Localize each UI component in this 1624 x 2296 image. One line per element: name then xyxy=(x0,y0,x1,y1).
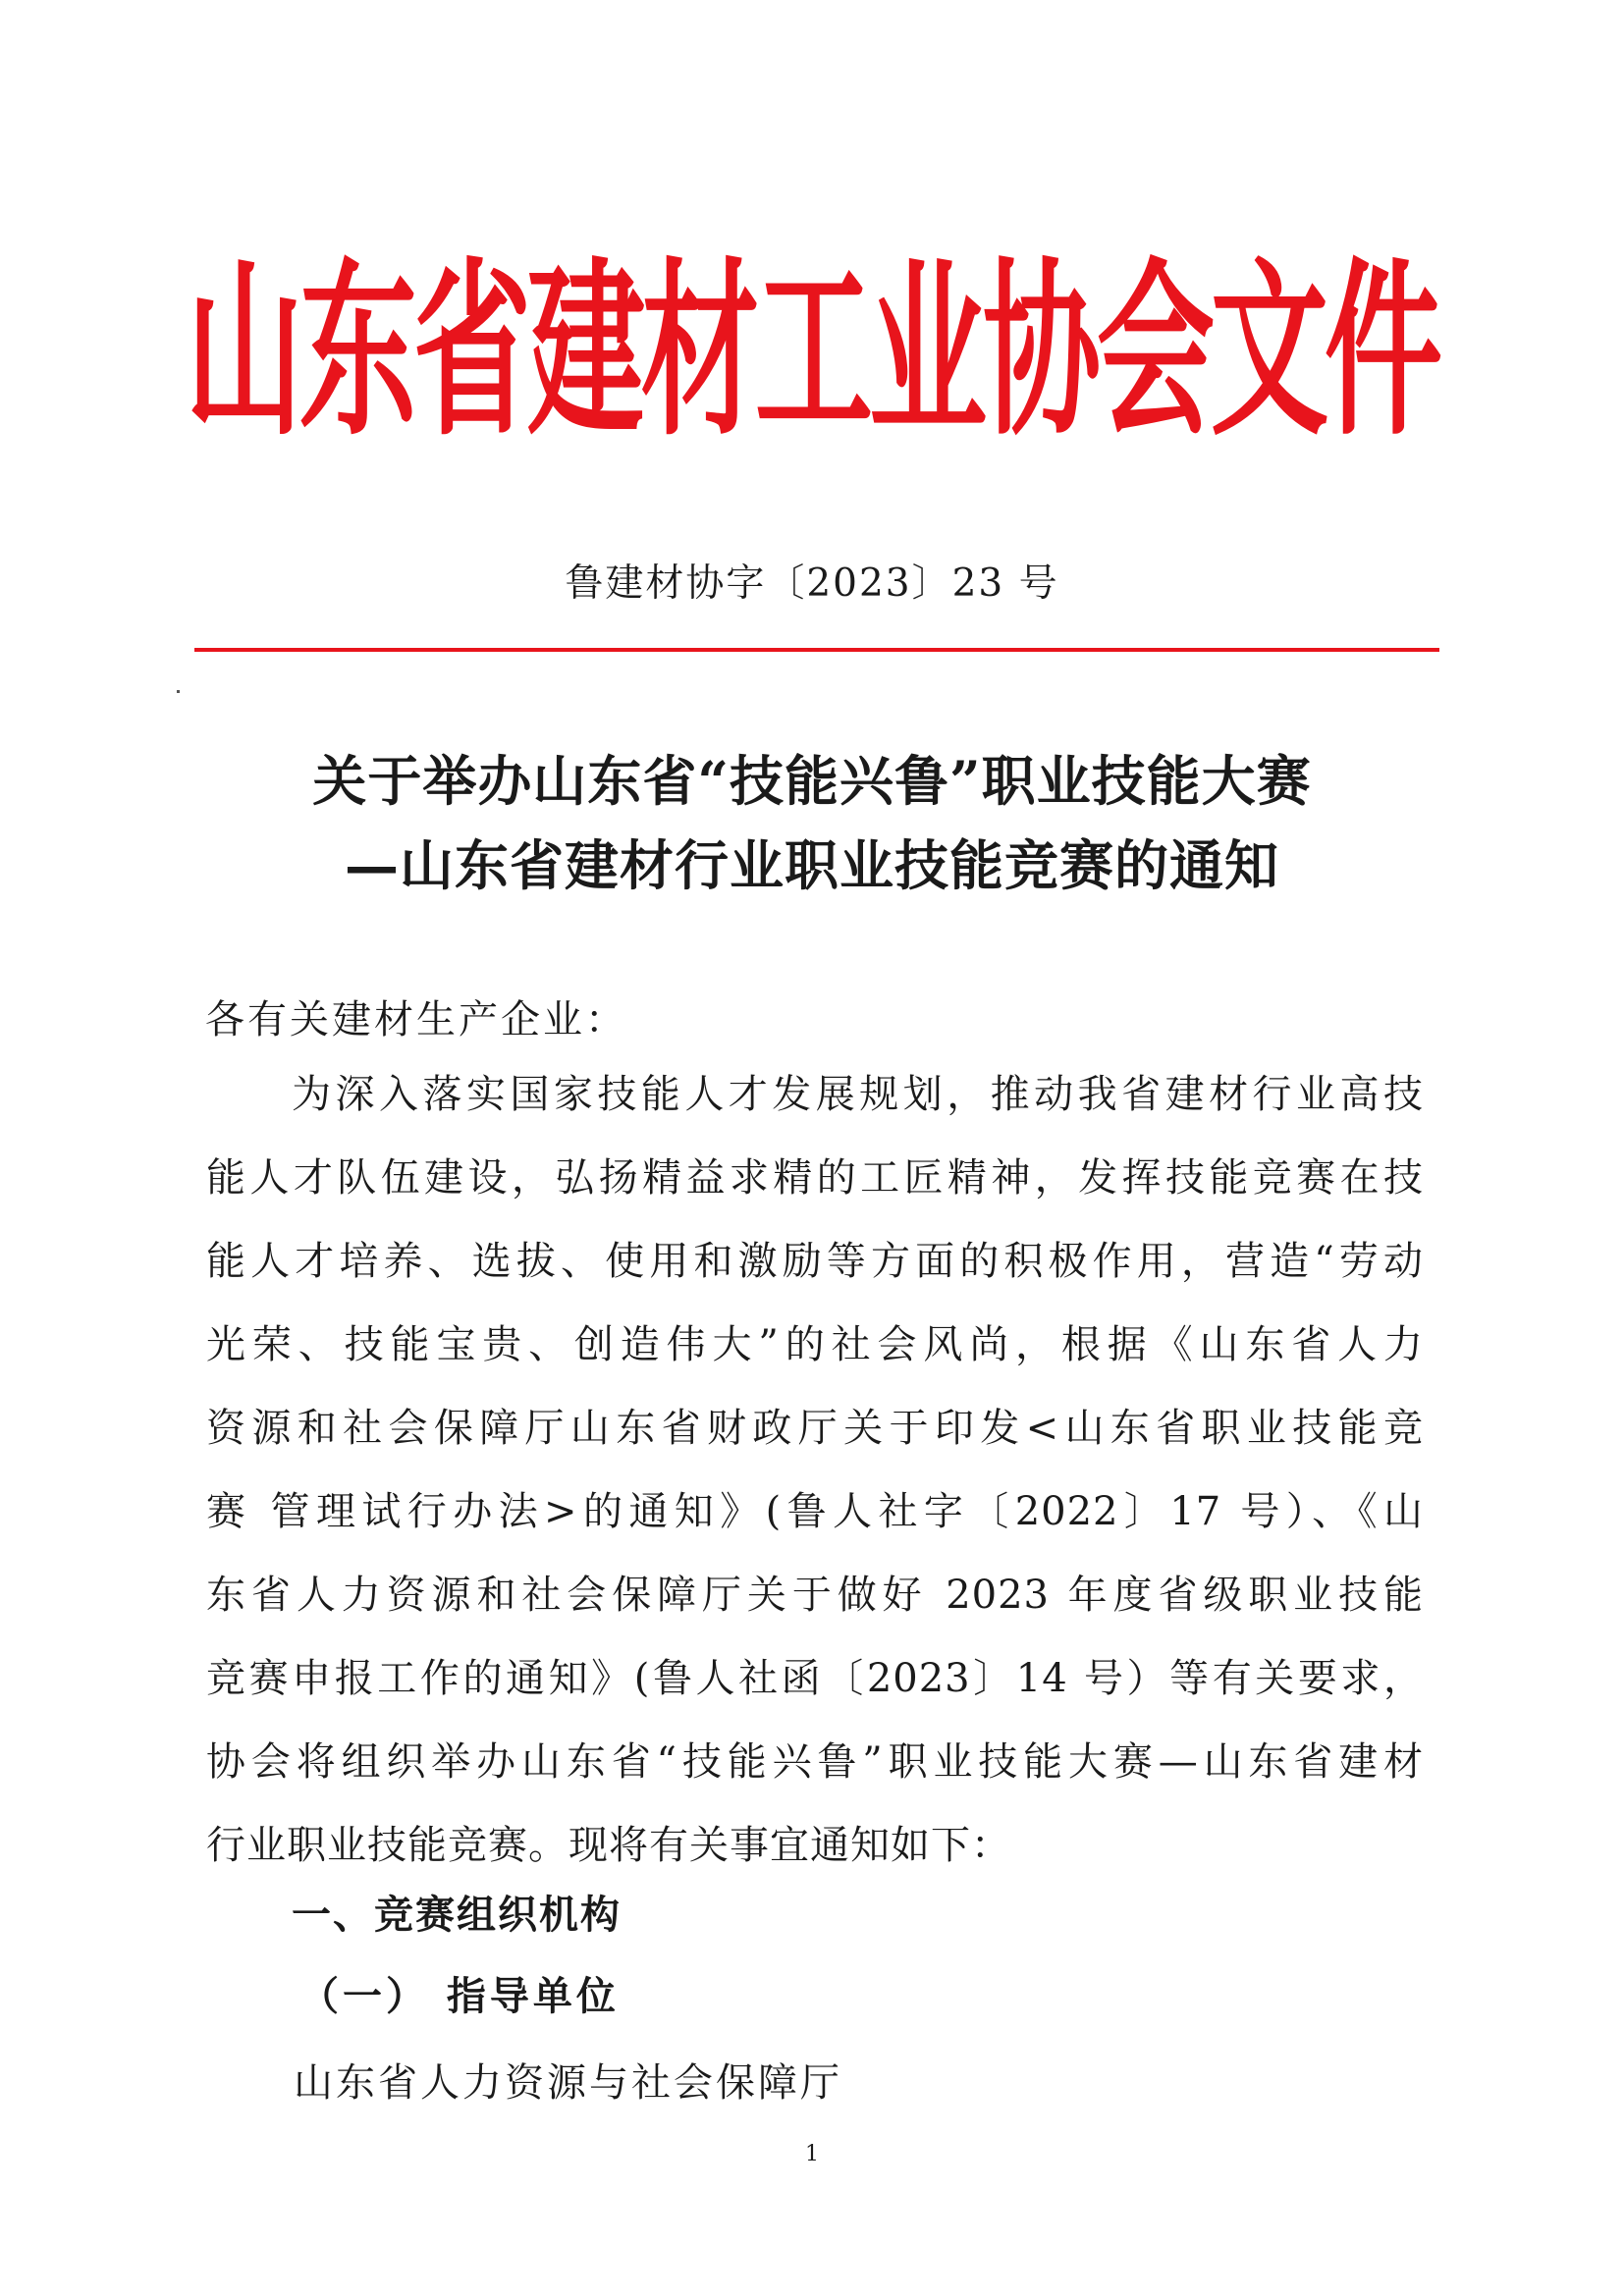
guiding-unit: 山东省人力资源与社会保障厅 xyxy=(294,2060,842,2106)
notice-title-line-2: —山东省建材行业职业技能竞赛的通知 xyxy=(344,833,1279,897)
section-heading: 一、竞赛组织机构 xyxy=(292,1893,622,1938)
masthead-title: 山东省建材工业协会文件 xyxy=(186,243,1438,462)
salutation: 各有关建材生产企业： xyxy=(205,997,627,1042)
red-divider xyxy=(194,648,1439,652)
body-line: 能人才队伍建设，弘扬精益求精的工匠精神，发挥技能竞赛在技 xyxy=(206,1155,1424,1201)
page-number: 1 xyxy=(805,2142,819,2166)
body-line: 为深入落实国家技能人才发展规划，推动我省建材行业高技 xyxy=(292,1072,1424,1117)
subsection-heading: （一） 指导单位 xyxy=(299,1974,620,2019)
body-line: 能人才培养、选拔、使用和激励等方面的积极作用，营造“劳动 xyxy=(206,1239,1424,1284)
body-line: 赛 管理试行办法>的通知》(鲁人社字〔2022〕17 号）、《山 xyxy=(206,1489,1424,1534)
body-line: 东省人力资源和社会保障厅关于做好 2023 年度省级职业技能 xyxy=(206,1573,1424,1618)
body-line: 资源和社会保障厅山东省财政厅关于印发<山东省职业技能竞 xyxy=(206,1406,1424,1451)
body-line: 协会将组织举办山东省“技能兴鲁”职业技能大赛—山东省建材 xyxy=(206,1739,1424,1785)
notice-title-line-1: 关于举办山东省“技能兴鲁”职业技能大赛 xyxy=(312,749,1312,813)
body-line: 行业职业技能竞赛。现将有关事宜通知如下： xyxy=(206,1823,1011,1868)
body-line: 光荣、技能宝贵、创造伟大”的社会风尚，根据《山东省人力 xyxy=(206,1322,1424,1367)
body-line: 竞赛申报工作的通知》(鲁人社函〔2023〕14 号）等有关要求， xyxy=(206,1656,1424,1701)
document-number: 鲁建材协字〔2023〕23 号 xyxy=(565,561,1059,606)
stray-dot xyxy=(177,690,180,693)
